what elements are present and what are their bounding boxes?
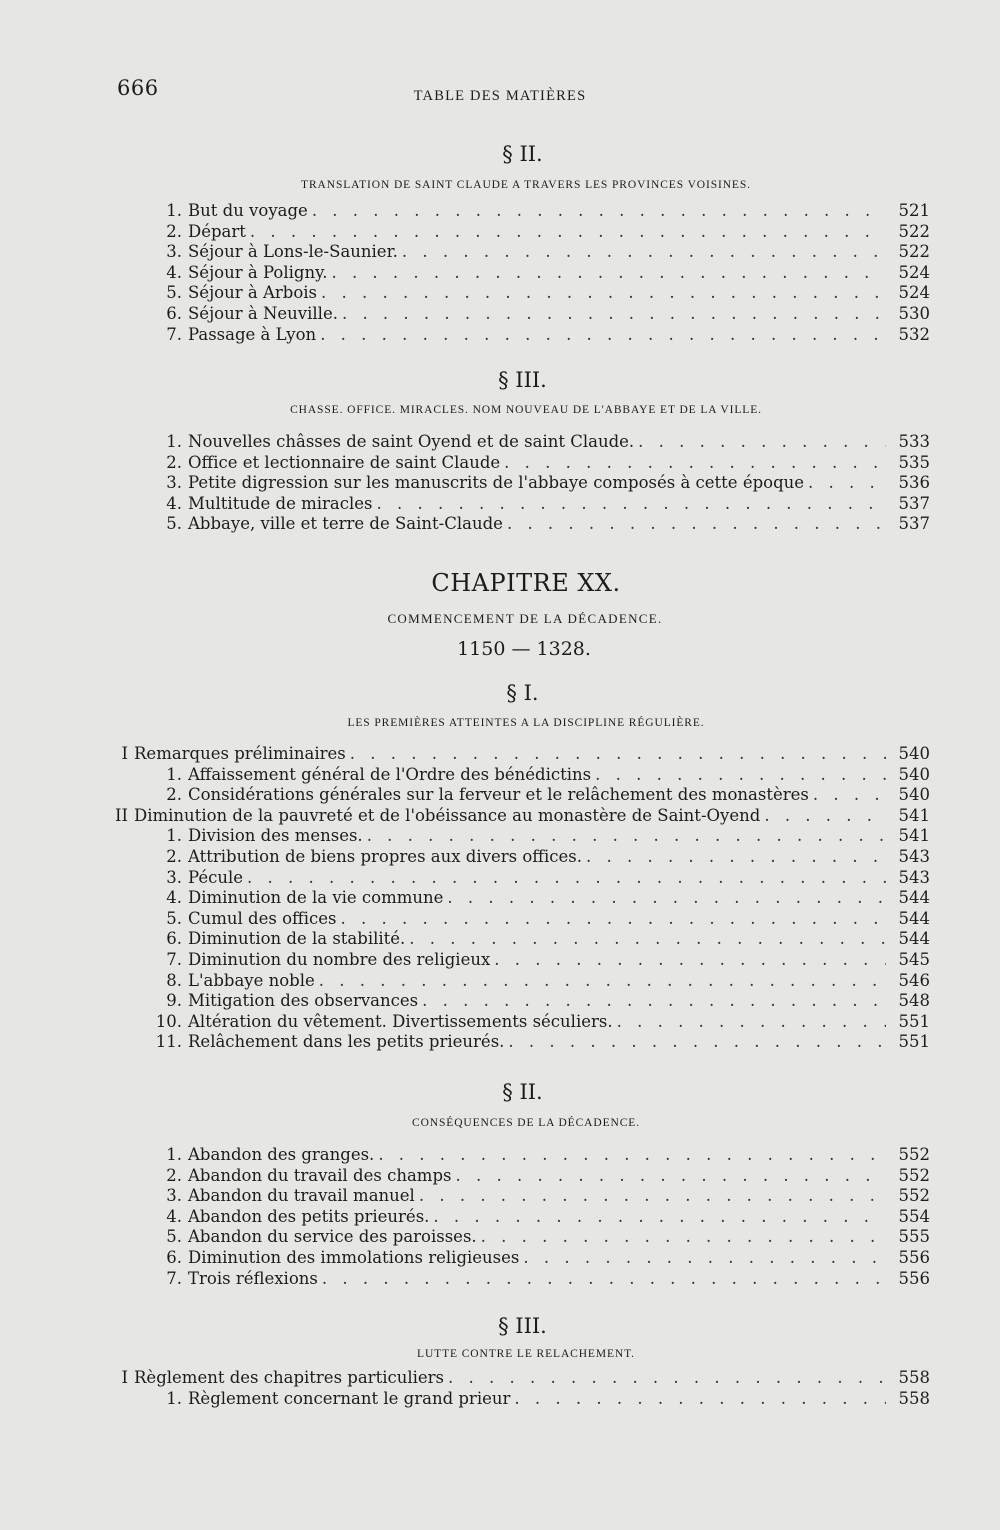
- toc-entry-page: 540: [898, 785, 930, 805]
- toc-entry-number: 5.: [166, 514, 182, 534]
- toc-entry-title: Diminution du nombre des religieux: [188, 950, 491, 969]
- section-mark: § II.: [502, 142, 543, 166]
- toc-entry-page: 551: [898, 1011, 930, 1031]
- toc-entry-number: 6.: [166, 929, 182, 949]
- toc-entry-title: Séjour à Lons-le-Saunier.: [188, 242, 398, 262]
- toc-entry-title: Diminution des immolations religieuses: [188, 1248, 520, 1267]
- toc-entry-title: Multitude de miracles: [188, 493, 373, 513]
- toc-entry-number: 1.: [166, 1145, 182, 1164]
- toc-entry-page: 535: [898, 452, 930, 472]
- toc-entry-title: Nouvelles châsses de saint Oyend et de saint Claude.: [188, 432, 635, 451]
- toc-entry-title: Séjour à Arbois: [188, 283, 318, 303]
- dot-leader: [318, 1268, 886, 1290]
- toc-entry-number: 1.: [166, 1388, 182, 1408]
- toc-entry-title: L'abbaye noble: [188, 970, 315, 990]
- toc-entry-page: 540: [898, 744, 930, 763]
- toc-entry-title: Départ: [188, 221, 246, 241]
- toc-entry: [150, 784, 930, 806]
- toc-entry-page: 522: [898, 242, 930, 262]
- toc-entry-number: 4.: [166, 262, 182, 282]
- toc-entry-page: 552: [898, 1165, 930, 1185]
- dot-leader: [760, 805, 886, 827]
- dot-leader: [316, 324, 886, 346]
- toc-entry: [150, 764, 930, 786]
- toc-entry-page: 541: [898, 826, 930, 846]
- toc-entry: [150, 472, 930, 494]
- dot-leader: [405, 928, 886, 950]
- toc-entry-page: 530: [898, 304, 930, 323]
- toc-entry-number: 6.: [166, 1248, 182, 1267]
- toc-entry: [150, 1247, 930, 1269]
- dot-leader: [317, 282, 886, 304]
- toc-entry: [150, 1388, 930, 1410]
- toc-entry-page: 552: [898, 1145, 930, 1164]
- toc-entry: [150, 1268, 930, 1290]
- toc-entry-title: Altération du vêtement. Divertissements séculiers.: [188, 1011, 613, 1031]
- toc-entry-title: Abandon du travail des champs: [188, 1165, 452, 1185]
- toc-entry-number: 8.: [166, 970, 182, 990]
- dot-leader: [519, 1247, 886, 1269]
- toc-entry-title: Abandon des petits prieurés.: [188, 1206, 430, 1226]
- toc-entry-number: 1.: [166, 764, 182, 784]
- toc-entry: [150, 1165, 930, 1187]
- dot-leader: [613, 1011, 886, 1033]
- toc-entry-title: Abbaye, ville et terre de Saint-Claude: [188, 514, 503, 534]
- toc-entry: [110, 805, 930, 827]
- dot-leader: [451, 1165, 886, 1187]
- toc-entry-page: 537: [898, 514, 930, 534]
- toc-entry-page: 541: [898, 805, 930, 825]
- section-title: LUTTE CONTRE LE RELACHEMENT.: [417, 1348, 635, 1360]
- toc-entry-page: 548: [898, 991, 930, 1011]
- toc-entry-title: Affaissement général de l'Ordre des bénédictins: [188, 764, 592, 784]
- dot-leader: [398, 241, 886, 263]
- toc-entry: [150, 949, 930, 971]
- toc-entry-page: 545: [898, 950, 930, 969]
- toc-entry-number: 2.: [166, 452, 182, 472]
- toc-entry-number: 3.: [166, 867, 182, 887]
- toc-entry: [150, 493, 930, 515]
- toc-entry-page: 554: [898, 1206, 930, 1226]
- toc-entry-page: 544: [898, 888, 930, 908]
- toc-entry: [150, 200, 930, 222]
- toc-entry: [150, 867, 930, 889]
- toc-entry-number: 3.: [166, 242, 182, 262]
- toc-entry-number: 9.: [166, 991, 182, 1011]
- dot-leader: [477, 1226, 886, 1248]
- toc-entry: [150, 825, 930, 847]
- toc-entry-page: 537: [898, 493, 930, 513]
- toc-entry-page: 556: [898, 1248, 930, 1267]
- toc-entry-title: Séjour à Poligny.: [188, 262, 328, 282]
- toc-entry: [110, 743, 930, 765]
- toc-entry-page: 555: [898, 1227, 930, 1247]
- page-number: 666: [117, 76, 159, 100]
- toc-entry-number: 10.: [155, 1011, 182, 1031]
- dot-leader: [346, 743, 886, 765]
- toc-entry: [150, 990, 930, 1012]
- dot-leader: [504, 1031, 886, 1053]
- toc-entry: [150, 324, 930, 346]
- toc-entry-page: 558: [898, 1388, 930, 1408]
- toc-entry-page: 532: [898, 324, 930, 344]
- toc-entry: [150, 887, 930, 909]
- toc-entry-title: Séjour à Neuville.: [188, 304, 338, 323]
- toc-entry-title: But du voyage: [188, 201, 308, 220]
- toc-entry-title: Règlement concernant le grand prieur: [188, 1388, 511, 1408]
- toc-entry: [150, 452, 930, 474]
- section-mark: § III.: [498, 1314, 547, 1338]
- toc-entry-title: Petite digression sur les manuscrits de l'abbaye composés à cette époque: [188, 473, 805, 493]
- dot-leader: [490, 949, 886, 971]
- dot-leader: [500, 452, 886, 474]
- toc-entry-title: Considérations générales sur la ferveur et le relâchement des monastères: [188, 785, 809, 805]
- toc-entry-page: 543: [898, 867, 930, 887]
- toc-entry-number: 5.: [166, 283, 182, 303]
- toc-entry: [150, 908, 930, 930]
- dot-leader: [327, 262, 886, 284]
- toc-entry-title: Remarques préliminaires: [134, 744, 346, 763]
- dot-leader: [444, 1367, 886, 1389]
- chapter-title: CHAPITRE XX.: [431, 569, 621, 597]
- toc-entry: [110, 1367, 930, 1389]
- section-mark: § I.: [506, 681, 539, 705]
- toc-entry: [150, 1031, 930, 1053]
- section-title: TRANSLATION DE SAINT CLAUDE A TRAVERS LES PROVINCES VOISINES.: [301, 179, 751, 191]
- toc-entry-title: Relâchement dans les petits prieurés.: [188, 1032, 505, 1052]
- dot-leader: [510, 1388, 886, 1410]
- toc-entry: [150, 431, 930, 453]
- dot-leader: [503, 513, 886, 535]
- toc-entry: [150, 1226, 930, 1248]
- toc-entry-number: 5.: [166, 1227, 182, 1247]
- dot-leader: [415, 1185, 886, 1207]
- toc-entry-title: Passage à Lyon: [188, 324, 317, 344]
- section-mark: § III.: [498, 368, 547, 392]
- toc-entry: [150, 282, 930, 304]
- toc-entry: [150, 241, 930, 263]
- toc-entry-title: Cumul des offices: [188, 908, 337, 928]
- toc-entry-number: 2.: [166, 221, 182, 241]
- toc-entry-title: Pécule: [188, 867, 244, 887]
- toc-entry-page: 536: [898, 473, 930, 493]
- toc-entry-number: 6.: [166, 304, 182, 323]
- toc-entry-number: 2.: [166, 1165, 182, 1185]
- dot-leader: [443, 887, 886, 909]
- toc-entry-number: 7.: [166, 324, 182, 344]
- toc-entry-page: 524: [898, 262, 930, 282]
- toc-entry-page: 546: [898, 970, 930, 990]
- toc-entry-page: 524: [898, 283, 930, 303]
- dot-leader: [373, 493, 886, 515]
- toc-entry-number: 5.: [166, 908, 182, 928]
- toc-entry: [150, 928, 930, 950]
- dot-leader: [634, 431, 886, 453]
- toc-entry-number: 1.: [166, 201, 182, 220]
- dot-leader: [804, 472, 886, 494]
- toc-entry-page: 521: [898, 201, 930, 220]
- section-title: CONSÉQUENCES DE LA DÉCADENCE.: [412, 1117, 640, 1129]
- dot-leader: [243, 867, 886, 889]
- section-title: LES PREMIÈRES ATTEINTES A LA DISCIPLINE RÉGULIÈRE.: [347, 717, 705, 729]
- toc-entry-number: 4.: [166, 493, 182, 513]
- toc-entry-number: 7.: [166, 1268, 182, 1288]
- toc-entry: [150, 1011, 930, 1033]
- section-mark: § II.: [502, 1080, 543, 1104]
- dot-leader: [374, 1144, 886, 1166]
- toc-entry: [150, 221, 930, 243]
- toc-entry-page: 552: [898, 1186, 930, 1206]
- toc-entry: [150, 1206, 930, 1228]
- toc-entry-title: Abandon du travail manuel: [188, 1186, 415, 1206]
- toc-entry-number: 7.: [166, 950, 182, 969]
- toc-entry: [150, 262, 930, 284]
- toc-entry-title: Abandon des granges.: [188, 1145, 375, 1164]
- toc-entry-title: Diminution de la pauvreté et de l'obéissance au monastère de Saint-Oyend: [134, 805, 761, 825]
- toc-entry: [150, 513, 930, 535]
- dot-leader: [338, 303, 886, 325]
- toc-entry-number: 3.: [166, 473, 182, 493]
- dot-leader: [429, 1206, 886, 1228]
- chapter-subtitle: COMMENCEMENT DE LA DÉCADENCE.: [387, 611, 663, 626]
- toc-entry-title: Attribution de biens propres aux divers offices.: [188, 847, 582, 866]
- toc-entry-title: Office et lectionnaire de saint Claude: [188, 452, 501, 472]
- chapter-dates: 1150 — 1328.: [457, 638, 591, 660]
- toc-entry-page: 522: [898, 221, 930, 241]
- toc-entry-number: 3.: [166, 1186, 182, 1206]
- dot-leader: [809, 784, 886, 806]
- toc-entry-number: 2.: [166, 785, 182, 805]
- toc-entry-number: I: [121, 744, 128, 763]
- toc-entry-number: 4.: [166, 1206, 182, 1226]
- toc-entry-number: 11.: [155, 1032, 182, 1052]
- toc-entry-title: Mitigation des observances: [188, 991, 419, 1011]
- toc-entry-number: 1.: [166, 432, 182, 451]
- dot-leader: [582, 846, 886, 868]
- toc-entry-page: 558: [898, 1368, 930, 1387]
- dot-leader: [363, 825, 886, 847]
- toc-entry-page: 551: [898, 1032, 930, 1052]
- toc-entry-title: Règlement des chapitres particuliers: [134, 1368, 445, 1387]
- dot-leader: [591, 764, 886, 786]
- dot-leader: [308, 200, 886, 222]
- toc-entry-page: 533: [898, 432, 930, 451]
- running-title: TABLE DES MATIÈRES: [413, 88, 587, 104]
- toc-entry-page: 556: [898, 1268, 930, 1288]
- toc-entry-number: 2.: [166, 847, 182, 866]
- toc-entry-title: Trois réflexions: [188, 1268, 318, 1288]
- toc-entry-page: 540: [898, 764, 930, 784]
- toc-entry-number: 1.: [166, 826, 182, 846]
- dot-leader: [315, 970, 886, 992]
- toc-entry-page: 544: [898, 929, 930, 949]
- toc-entry-title: Abandon du service des paroisses.: [188, 1227, 477, 1247]
- toc-entry: [150, 1144, 930, 1166]
- toc-entry: [150, 846, 930, 868]
- toc-entry-title: Diminution de la stabilité.: [188, 929, 406, 949]
- toc-entry-number: 4.: [166, 888, 182, 908]
- dot-leader: [337, 908, 887, 930]
- toc-entry-number: I: [121, 1368, 128, 1387]
- dot-leader: [418, 990, 886, 1012]
- dot-leader: [246, 221, 886, 243]
- section-title: CHASSE. OFFICE. MIRACLES. NOM NOUVEAU DE L'ABBAYE ET DE LA VILLE.: [290, 404, 762, 416]
- toc-entry: [150, 970, 930, 992]
- toc-entry-page: 544: [898, 908, 930, 928]
- toc-entry-title: Division des menses.: [188, 826, 363, 846]
- toc-entry-page: 543: [898, 847, 930, 866]
- toc-entry-title: Diminution de la vie commune: [188, 888, 444, 908]
- toc-entry: [150, 303, 930, 325]
- toc-entry: [150, 1185, 930, 1207]
- toc-entry-number: II: [114, 805, 128, 825]
